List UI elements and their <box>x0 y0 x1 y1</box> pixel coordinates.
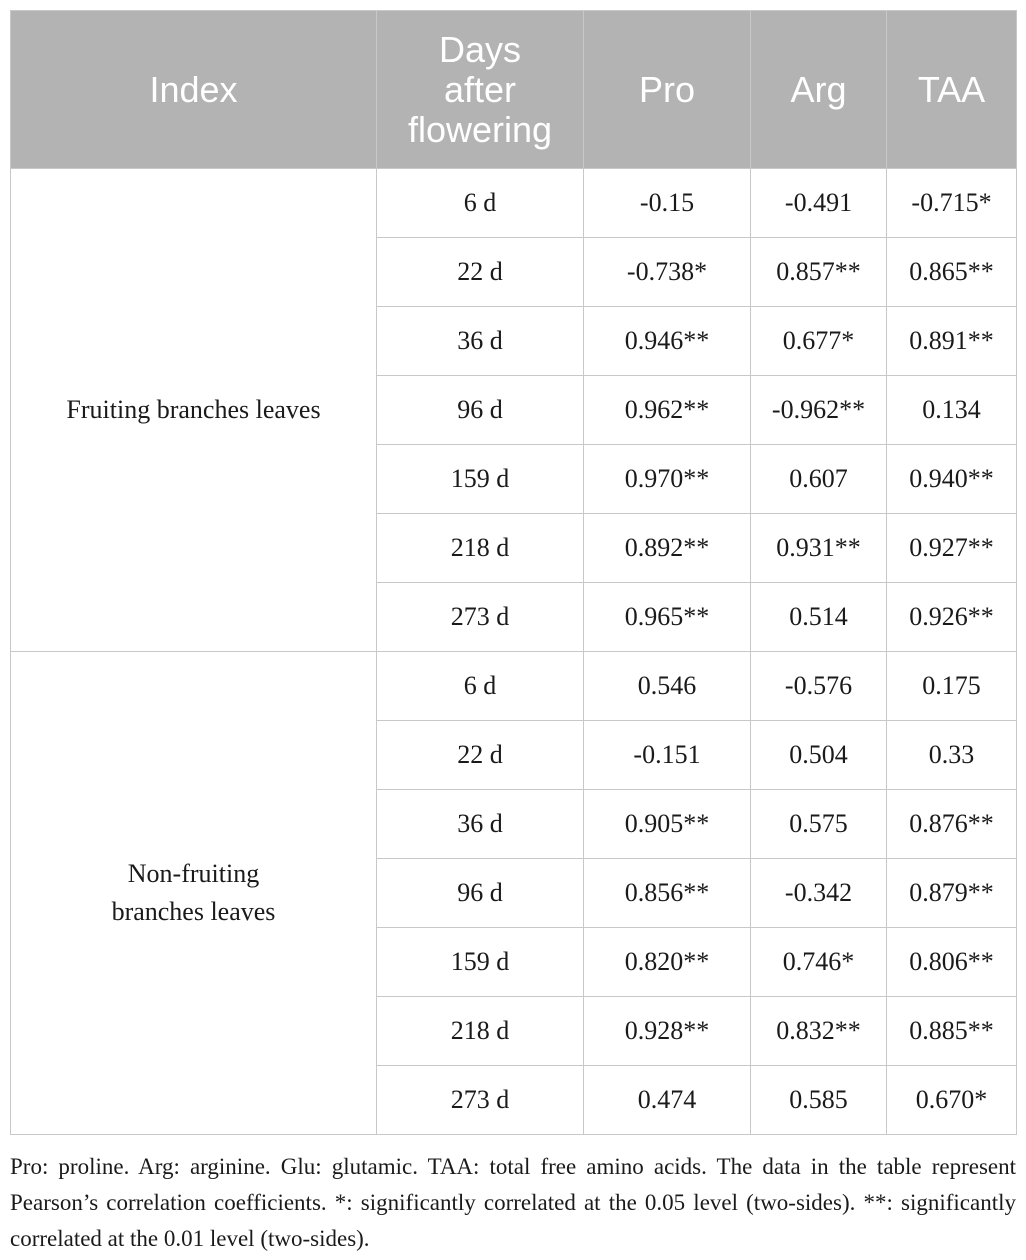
arg-cell: -0.576 <box>751 652 887 721</box>
arg-cell: 0.931** <box>751 514 887 583</box>
days-cell: 36 d <box>377 307 584 376</box>
pro-cell: 0.965** <box>584 583 751 652</box>
taa-cell: 0.885** <box>887 997 1017 1066</box>
table-body <box>11 169 1017 1135</box>
taa-cell: 0.891** <box>887 307 1017 376</box>
taa-cell: 0.927** <box>887 514 1017 583</box>
arg-cell: 0.504 <box>751 721 887 790</box>
arg-cell: 0.746* <box>751 928 887 997</box>
days-cell: 273 d <box>377 583 584 652</box>
pro-cell: 0.946** <box>584 307 751 376</box>
pro-cell: 0.970** <box>584 445 751 514</box>
arg-cell: 0.677* <box>751 307 887 376</box>
pro-cell: -0.151 <box>584 721 751 790</box>
pro-cell: 0.546 <box>584 652 751 721</box>
arg-cell: -0.342 <box>751 859 887 928</box>
taa-cell: 0.879** <box>887 859 1017 928</box>
days-cell: 22 d <box>377 721 584 790</box>
taa-cell: 0.940** <box>887 445 1017 514</box>
days-cell: 218 d <box>377 514 584 583</box>
taa-cell: 0.926** <box>887 583 1017 652</box>
header-index: Index <box>11 11 377 169</box>
taa-cell: 0.670* <box>887 1066 1017 1135</box>
days-cell: 159 d <box>377 445 584 514</box>
pro-cell: 0.928** <box>584 997 751 1066</box>
arg-cell: -0.491 <box>751 169 887 238</box>
header-pro: Pro <box>584 11 751 169</box>
arg-cell: 0.585 <box>751 1066 887 1135</box>
days-cell: 273 d <box>377 1066 584 1135</box>
days-cell: 22 d <box>377 238 584 307</box>
group-index-cell: Non-fruiting branches leaves <box>11 652 377 1135</box>
pro-cell: 0.892** <box>584 514 751 583</box>
days-cell: 96 d <box>377 859 584 928</box>
taa-cell: 0.175 <box>887 652 1017 721</box>
taa-cell: 0.865** <box>887 238 1017 307</box>
table-row <box>11 652 1017 721</box>
days-cell: 6 d <box>377 652 584 721</box>
pro-cell: 0.820** <box>584 928 751 997</box>
taa-cell: 0.134 <box>887 376 1017 445</box>
header-arg: Arg <box>751 11 887 169</box>
taa-cell: 0.33 <box>887 721 1017 790</box>
days-cell: 159 d <box>377 928 584 997</box>
pro-cell: 0.474 <box>584 1066 751 1135</box>
pro-cell: 0.962** <box>584 376 751 445</box>
arg-cell: 0.832** <box>751 997 887 1066</box>
arg-cell: 0.514 <box>751 583 887 652</box>
pro-cell: -0.738* <box>584 238 751 307</box>
taa-cell: 0.806** <box>887 928 1017 997</box>
group-index-cell: Fruiting branches leaves <box>11 169 377 652</box>
table-container <box>10 10 1016 1257</box>
taa-cell: 0.876** <box>887 790 1017 859</box>
pro-cell: 0.905** <box>584 790 751 859</box>
days-cell: 36 d <box>377 790 584 859</box>
arg-cell: 0.857** <box>751 238 887 307</box>
pro-cell: 0.856** <box>584 859 751 928</box>
header-days: Days after flowering <box>377 11 584 169</box>
arg-cell: 0.607 <box>751 445 887 514</box>
days-cell: 218 d <box>377 997 584 1066</box>
arg-cell: 0.575 <box>751 790 887 859</box>
pro-cell: -0.15 <box>584 169 751 238</box>
correlation-table <box>10 10 1017 1135</box>
table-footnote: Pro: proline. Arg: arginine. Glu: glutamic. TAA: total free amino acids. The data in the table represent Pearson’s correlation coefficients. *: significantly correlated at the 0.05 level (two-sides). **: significantly correlated at the 0.01 level (two-sides). <box>10 1154 1016 1251</box>
days-cell: 6 d <box>377 169 584 238</box>
header-taa: TAA <box>887 11 1017 169</box>
taa-cell: -0.715* <box>887 169 1017 238</box>
days-cell: 96 d <box>377 376 584 445</box>
header-row <box>11 11 1017 169</box>
arg-cell: -0.962** <box>751 376 887 445</box>
table-row <box>11 169 1017 238</box>
